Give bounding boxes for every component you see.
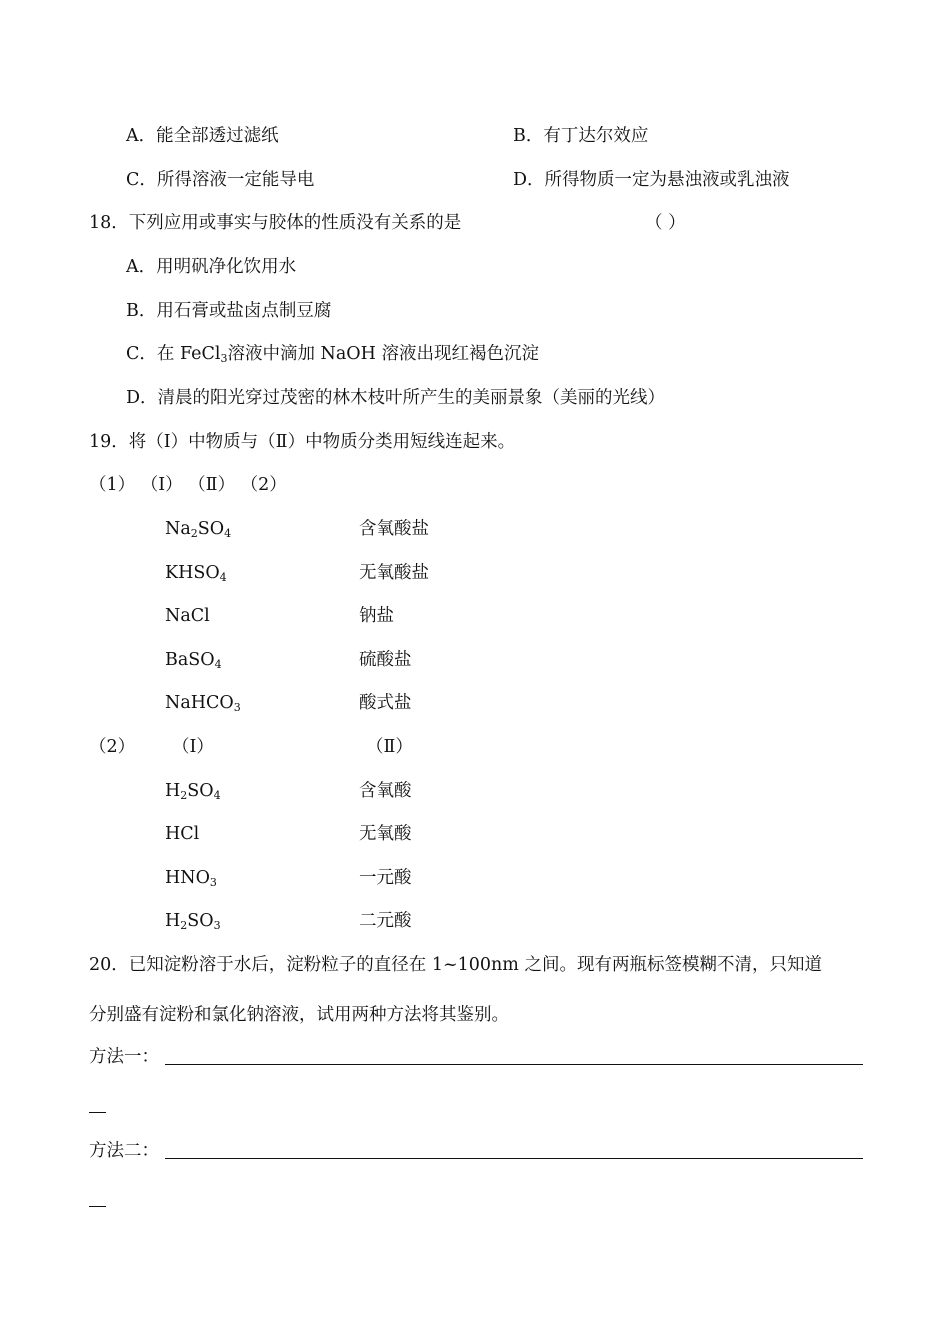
formula-text: SO: [197, 519, 225, 539]
formula-sub: 2: [180, 919, 188, 932]
formula-sub: 4: [219, 571, 227, 584]
q17-option-a: A．能全部透过滤纸: [126, 126, 279, 146]
formula-sub: 4: [213, 789, 221, 802]
q18-option-c-post: 溶液中滴加 NaOH 溶液出现红褐色沉淀: [227, 344, 539, 364]
q18-answer-bracket: （ ）: [645, 213, 686, 233]
q19-p2-category: 无氧酸: [359, 824, 412, 844]
q18-option-b: B．用石膏或盐卤点制豆腐: [126, 301, 332, 321]
q19-p2-formula: [165, 780, 221, 807]
method1-answer-line-continuation: [89, 1112, 106, 1113]
q19-p1-formula: [165, 562, 227, 589]
q19-p2-category: 一元酸: [359, 868, 412, 888]
q17-option-b: B．有丁达尔效应: [513, 126, 649, 146]
q18-stem: 18．下列应用或事实与胶体的性质没有关系的是: [89, 213, 462, 233]
q19-p2-category: 二元酸: [359, 911, 412, 931]
q19-p1-category: 含氧酸盐: [359, 519, 429, 539]
formula-text: NaCl: [165, 606, 210, 626]
formula-text: NaHCO: [165, 693, 234, 713]
formula-text: HNO: [165, 868, 210, 888]
formula-sub: 4: [224, 527, 232, 540]
q19-p1-formula: [165, 649, 222, 676]
formula-text: H: [165, 781, 181, 801]
formula-text: SO: [187, 911, 214, 931]
q18-option-c: [126, 343, 539, 370]
method1-answer-line[interactable]: [165, 1064, 863, 1065]
q19-p2-formula: [165, 910, 221, 937]
method1-label: 方法一：: [89, 1047, 159, 1067]
q19-p2-category: 含氧酸: [359, 781, 412, 801]
q17-option-d: D．所得物质一定为悬浊液或乳浊液: [513, 170, 790, 190]
q18-option-a: A．用明矾净化饮用水: [126, 257, 297, 277]
q19-part2-col1: （Ⅰ）: [172, 737, 214, 757]
formula-text: KHSO: [165, 563, 220, 583]
q19-part2-number: （2）: [89, 737, 136, 757]
q19-p2-formula: [165, 823, 199, 845]
q19-part1-header: （1） （Ⅰ） （Ⅱ） （2）: [89, 475, 287, 495]
formula-text: H: [165, 911, 181, 931]
formula-text: SO: [187, 781, 214, 801]
formula-sub: 2: [180, 789, 188, 802]
q20-line1: 20．已知淀粉溶于水后，淀粉粒子的直径在 1~100nm 之间。现有两瓶标签模糊不清，只知道: [89, 955, 822, 975]
q19-part2-col2: （Ⅱ）: [366, 737, 413, 757]
q19-p1-formula: [165, 518, 231, 545]
formula-text: HCl: [165, 824, 200, 844]
method2-label: 方法二：: [89, 1141, 159, 1161]
q19-p1-formula: [165, 605, 210, 627]
q19-stem: 19．将（Ⅰ）中物质与（Ⅱ）中物质分类用短线连起来。: [89, 432, 516, 452]
q19-p1-category: 硫酸盐: [359, 650, 412, 670]
method2-answer-line-continuation: [89, 1206, 106, 1207]
formula-sub: 4: [214, 658, 222, 671]
formula-text: BaSO: [165, 650, 215, 670]
q19-p2-formula: [165, 867, 217, 894]
q20-line2: 分别盛有淀粉和氯化钠溶液，试用两种方法将其鉴别。: [89, 1005, 509, 1025]
formula-text: Na: [165, 519, 191, 539]
formula-sub: 3: [213, 919, 221, 932]
q18-option-d: D．清晨的阳光穿过茂密的林木枝叶所产生的美丽景象（美丽的光线）: [126, 388, 666, 408]
q19-p1-formula: [165, 692, 241, 719]
method2-answer-line[interactable]: [165, 1158, 863, 1159]
q18-option-c-sub: 3: [220, 352, 228, 365]
formula-sub: 3: [233, 701, 241, 714]
formula-sub: 2: [190, 527, 198, 540]
formula-sub: 3: [209, 876, 217, 889]
q18-option-c-pre: C．在 FeCl: [126, 344, 221, 364]
q19-p1-category: 无氧酸盐: [359, 563, 429, 583]
q17-option-c: C．所得溶液一定能导电: [126, 170, 315, 190]
q19-p1-category: 酸式盐: [359, 693, 412, 713]
q19-p1-category: 钠盐: [359, 606, 394, 626]
